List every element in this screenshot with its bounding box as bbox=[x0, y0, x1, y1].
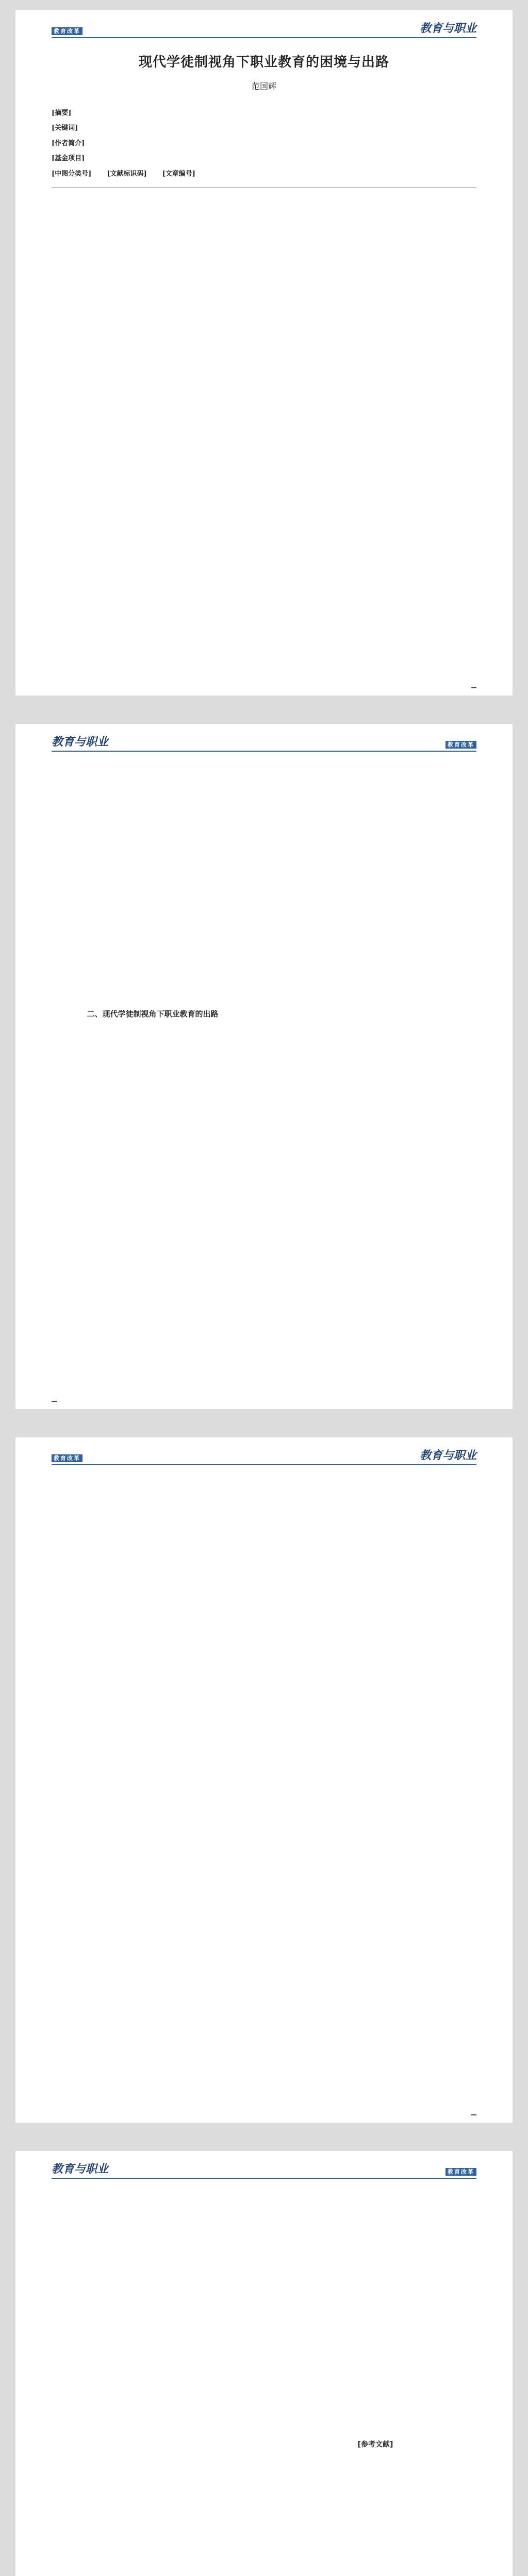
paragraph bbox=[52, 1104, 254, 1181]
right-column bbox=[274, 197, 476, 514]
paragraph bbox=[52, 1875, 254, 1953]
article-meta bbox=[52, 107, 476, 180]
paragraph bbox=[52, 765, 254, 842]
paragraph bbox=[274, 1875, 476, 1953]
paragraph bbox=[52, 2430, 254, 2507]
paragraph bbox=[274, 355, 476, 433]
paragraph bbox=[274, 844, 476, 922]
article-title: 现代学徒制视角下职业教育的困境与出路 bbox=[138, 55, 389, 70]
page-header bbox=[52, 1445, 476, 1465]
page-header bbox=[52, 18, 476, 38]
keywords bbox=[52, 122, 476, 134]
section-badge: 教育改革 bbox=[446, 2168, 476, 2176]
section-badge: 教育改革 bbox=[446, 741, 476, 749]
author-info-label: [作者简介] bbox=[52, 139, 85, 147]
paragraph bbox=[52, 355, 254, 433]
right-column bbox=[274, 2192, 476, 2576]
doc-code-label: [文献标识码] bbox=[107, 170, 147, 178]
paragraph bbox=[52, 435, 254, 512]
left-column bbox=[52, 2192, 254, 2576]
section-badge: 教育改革 bbox=[52, 27, 82, 35]
references-heading: [参考文献] bbox=[357, 2441, 393, 2449]
journal-page-1 bbox=[15, 10, 513, 696]
paragraph bbox=[274, 1003, 476, 1080]
clc-label: [中图分类号] bbox=[52, 170, 92, 178]
article-no bbox=[162, 168, 195, 180]
page-number bbox=[471, 2114, 476, 2115]
body-columns bbox=[52, 765, 476, 1263]
paragraph bbox=[52, 2510, 254, 2576]
body-columns bbox=[52, 2192, 476, 2576]
paragraph bbox=[274, 765, 476, 842]
paragraph bbox=[274, 1796, 476, 1873]
paragraph bbox=[52, 197, 254, 274]
header-right bbox=[446, 740, 476, 749]
reference-item bbox=[274, 2496, 476, 2506]
divider bbox=[52, 187, 476, 188]
section-heading: 二、现代学徒制视角下职业教育的出路 bbox=[87, 1009, 219, 1019]
reference-item bbox=[274, 2469, 476, 2480]
paragraph bbox=[52, 1796, 254, 1873]
page-header bbox=[52, 731, 476, 752]
header-right bbox=[420, 1449, 476, 1462]
page-footer bbox=[466, 2114, 476, 2115]
left-column bbox=[52, 765, 254, 1263]
classification-row bbox=[52, 168, 476, 180]
header-left bbox=[52, 735, 108, 749]
paragraph bbox=[274, 1479, 476, 1556]
paragraph bbox=[52, 276, 254, 353]
paragraph bbox=[274, 924, 476, 1001]
left-column bbox=[52, 197, 254, 514]
article-author: 范国辉 bbox=[251, 81, 276, 91]
paragraph bbox=[52, 924, 254, 1001]
paragraph bbox=[52, 1637, 254, 1715]
paragraph bbox=[274, 1717, 476, 1794]
clc bbox=[52, 168, 91, 180]
fund bbox=[52, 152, 476, 164]
magazine-name: 教育与职业 bbox=[52, 735, 109, 749]
paragraph bbox=[52, 1717, 254, 1794]
right-column bbox=[274, 1479, 476, 1955]
left-column bbox=[52, 1479, 254, 1955]
paragraph bbox=[52, 2192, 254, 2269]
author-info bbox=[52, 138, 476, 149]
journal-page-2 bbox=[15, 724, 513, 1409]
reference-item bbox=[274, 2483, 476, 2493]
doc-code bbox=[107, 168, 146, 180]
right-column bbox=[274, 765, 476, 1263]
page-number bbox=[52, 1401, 57, 1402]
paragraph bbox=[274, 276, 476, 353]
abstract bbox=[52, 107, 476, 119]
page-header bbox=[52, 2158, 476, 2179]
journal-page-4 bbox=[15, 2151, 513, 2576]
header-left bbox=[52, 2162, 108, 2176]
paragraph bbox=[52, 1025, 254, 1102]
body-columns bbox=[52, 197, 476, 514]
paragraph bbox=[274, 435, 476, 512]
page-number bbox=[471, 687, 476, 688]
paragraph bbox=[52, 844, 254, 922]
paragraph bbox=[274, 2272, 476, 2349]
header-left bbox=[52, 1453, 82, 1462]
keywords-label: [关键词] bbox=[52, 124, 78, 132]
page-footer bbox=[52, 1401, 62, 1402]
paragraph bbox=[52, 1479, 254, 1556]
header-right bbox=[420, 22, 476, 35]
paragraph bbox=[52, 2272, 254, 2349]
abstract-label: [摘要] bbox=[52, 109, 72, 117]
paragraph bbox=[52, 1558, 254, 1635]
paragraph bbox=[52, 1183, 254, 1261]
body-columns bbox=[52, 1479, 476, 1955]
paragraph bbox=[274, 1637, 476, 1715]
article-no-label: [文章编号] bbox=[162, 170, 195, 178]
paragraph bbox=[274, 1558, 476, 1635]
header-right bbox=[446, 2167, 476, 2176]
paragraph bbox=[274, 2192, 476, 2269]
magazine-name: 教育与职业 bbox=[419, 1448, 476, 1462]
magazine-name: 教育与职业 bbox=[52, 2162, 109, 2176]
paragraph bbox=[274, 197, 476, 274]
reference-item bbox=[274, 2456, 476, 2466]
magazine-name: 教育与职业 bbox=[419, 21, 476, 35]
page-footer bbox=[466, 687, 476, 688]
journal-page-3 bbox=[15, 1437, 513, 2123]
header-left bbox=[52, 26, 82, 35]
paragraph bbox=[274, 1082, 476, 1160]
paragraph bbox=[274, 2351, 476, 2428]
paragraph bbox=[52, 2351, 254, 2428]
section-badge: 教育改革 bbox=[52, 1454, 82, 1462]
fund-label: [基金项目] bbox=[52, 155, 85, 163]
